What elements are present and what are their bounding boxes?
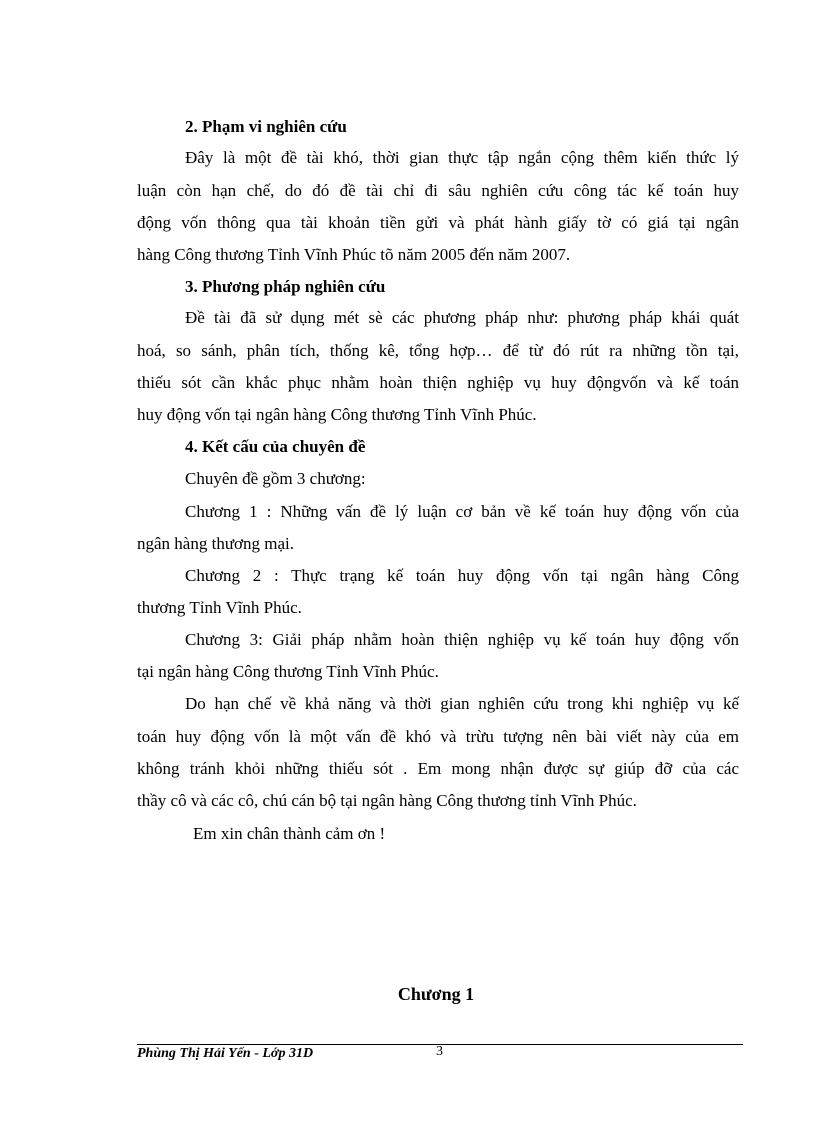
section-heading-scope: 2. Phạm vi nghiên cứu [185,117,347,136]
footer-author: Phùng Thị Hải Yến - Lớp 31D [137,1046,314,1061]
closing-line-1: Do hạn chế về khả năng và thời gian nghiên cứu trong khi nghiệp vụ kế [185,694,739,713]
chapter-3-line-2: tại ngân hàng Công thương Tỉnh Vĩnh Phúc. [137,662,439,681]
closing-line-2: toán huy động vốn là một vấn đề khó và trừu tượng nên bài viết này của em [137,727,739,746]
chapter-1-line-2: ngân hàng thương mại. [137,534,295,553]
chapter-3-line-1: Chương 3: Giải pháp nhằm hoàn thiện nghiệp vụ kế toán huy động vốn [185,630,739,649]
structure-intro: Chuyên đề gồm 3 chương: [185,469,366,488]
chapter-1-line-1: Chương 1 : Những vấn đề lý luận cơ bản về kế toán huy động vốn của [185,502,739,521]
methods-line-2: hoá, so sánh, phân tích, thống kê, tổng hợp… để từ đó rút ra những tồn tại, [137,341,739,360]
page-number: 3 [436,1044,443,1059]
chapter-2-line-2: thương Tỉnh Vĩnh Phúc. [137,598,302,617]
methods-line-3: thiếu sót cần khắc phục nhằm hoàn thiện nghiệp vụ huy độngvốn và kế toán [137,373,739,392]
scope-line-3: động vốn thông qua tài khoản tiền gửi và phát hành giấy tờ có giá tại ngân [137,213,739,232]
chapter-2-line-1: Chương 2 : Thực trạng kế toán huy động vốn tại ngân hàng Công [185,566,739,585]
section-heading-methods: 3. Phương pháp nghiên cứu [185,277,386,296]
chapter-title: Chương 1 [397,984,475,1004]
methods-line-1: Đề tài đã sử dụng mét sè các phương pháp như: phương pháp khái quát [185,308,739,327]
section-heading-structure: 4. Kết cấu của chuyên đề [185,437,366,456]
closing-line-4: thầy cô và các cô, chú cán bộ tại ngân hàng Công thương tỉnh Vĩnh Phúc. [137,791,637,810]
closing-line-3: không tránh khỏi những thiếu sót . Em mong nhận được sự giúp đỡ của các [137,759,739,778]
methods-line-4: huy động vốn tại ngân hàng Công thương Tỉnh Vĩnh Phúc. [137,405,537,424]
scope-line-1: Đây là một đề tài khó, thời gian thực tập ngắn cộng thêm kiến thức lý [185,148,739,167]
scope-line-2: luận còn hạn chế, do đó đề tài chỉ đi sâu nghiên cứu công tác kế toán huy [137,181,739,200]
scope-line-4: hàng Công thương Tỉnh Vĩnh Phúc tõ năm 2005 đến năm 2007. [137,245,571,264]
thanks-line: Em xin chân thành cảm ơn ! [193,824,386,843]
